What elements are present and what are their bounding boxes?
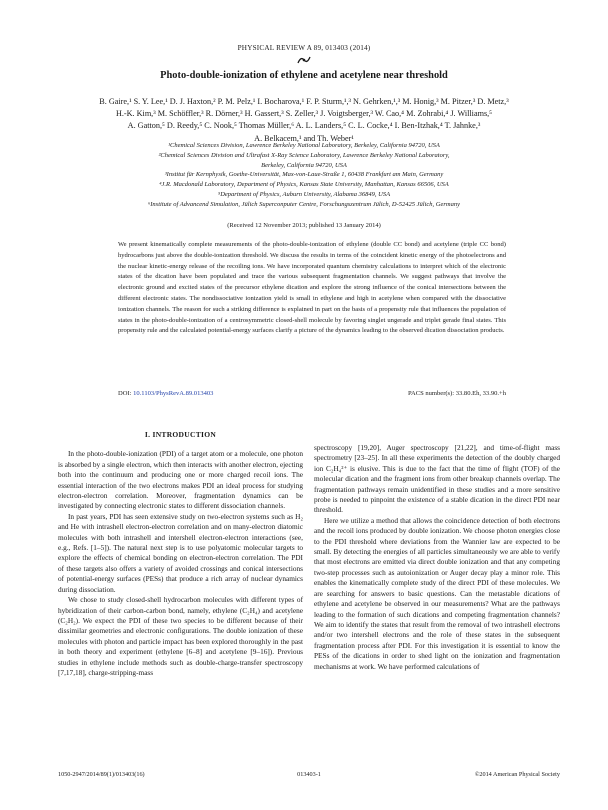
footer-issn: 1050-2947/2014/89(1)/013403(16) bbox=[58, 771, 145, 778]
received-date: (Received 12 November 2013; published 13 January 2014) bbox=[227, 222, 381, 229]
paragraph: In the photo-double-ionization (PDI) of a target atom or a molecule, one photon is absorbed by a single electron, which then interacts with another electron, ejecting both into the continuum and producing one or more charged recoil ions. The essential interaction of the two electrons makes PDI an ideal process for studying electron-electron correlation. Moreover, fragmentation dynamics can be investigated by connecting electronic states to different dissociation channels. bbox=[58, 449, 303, 511]
paragraph: In past years, PDI has seen extensive study on two-electron systems such as H₂ and He with intrashell electron-electron correlation and on many-electron diatomic molecules with both intrashell and intershell electron-electron interactions (see, e.g., Refs. [1–5]). The natural next step is to use polyatomic molecular targets to explore the effects of chemical bonding on electron-electron correlation. The PDI of these targets also offers a variety of avoided crossings and conical intersections of potential-energy surfaces (PESs) that produce a rich array of nuclear dynamics during dissociation. bbox=[58, 511, 303, 594]
author-line: B. Gaire,¹ S. Y. Lee,¹ D. J. Haxton,² P. M. Pelz,¹ I. Bocharova,¹ F. P. Sturm,¹,³ N. Gehrken,¹,³ M. Honig,³ M. Pitzer,³ D. Metz,³ bbox=[99, 97, 509, 106]
paragraph: We chose to study closed-shell hydrocarbon molecules with different types of hybridization of their carbon-carbon bond, namely, ethylene (C₂H₄) and acetylene (C₂H₂). We expect the PDI of these two species to be different because of their dissimilar geometries and electronic configurations. The double ionization of these molecules with photon and particle impact has been explored thoroughly in the past in both theory and experiment (ethylene [6–8] and acetylene [9–16]). Previous studies in ethylene include methods such as double-charge-transfer spectroscopy [7,17,18], charge-stripping-mass bbox=[58, 595, 303, 677]
author-list bbox=[40, 96, 568, 145]
affiliation-list bbox=[40, 141, 568, 210]
footer-page-number: 013403-1 bbox=[297, 771, 321, 778]
affiliation: ⁵Department of Physics, Auburn University, Alabama 36849, USA bbox=[217, 190, 391, 198]
affiliation: Berkeley, California 94720, USA bbox=[261, 161, 347, 169]
affiliation: ⁴J.R. Macdonald Laboratory, Department of Physics, Kansas State University, Manhattan, Kansas 66506, USA bbox=[159, 181, 449, 189]
left-column bbox=[58, 430, 303, 678]
journal-header: PHYSICAL REVIEW A 89, 013403 (2014) bbox=[237, 44, 371, 52]
pacs-numbers: PACS number(s): 33.80.Eh, 33.90.+h bbox=[407, 390, 506, 397]
affiliation: ⁶Institute of Advancend Simulation, Jülich Superconputer Centre, Forschungszentrum Jülich, D-52425 Jülich, Germany bbox=[148, 200, 460, 208]
paragraph: spectroscopy [19,20], Auger spectroscopy [21,22], and time-of-flight mass spectrometry [23–25]. In all these experiments the detection of the doubly charged ion C₂H₄²⁺ is elusive. This is due to the fact that the time of flight (TOF) of the molecular dication and the fragment ions from other breakup channels overlap. The fragmentation pathways remain unidentified in these studies and a more sensitive probe is needed to pinpoint the existence of a stable dication in the direct PDI near threshold. bbox=[314, 443, 560, 515]
affiliation: ¹Chemical Sciences Division, Lawrence Berkeley National Laboratory, Berkeley, California 94720, USA bbox=[168, 142, 440, 149]
author-line: A. Belkacem,¹ and Th. Weber¹ bbox=[254, 133, 354, 143]
affiliation: ²Chemical Sciences Division and Ultrafast X-Ray Science Laboratory, Lawrence Berkeley National Laboratory, bbox=[158, 151, 450, 159]
author-line: A. Gatton,⁵ D. Reedy,⁵ C. Nook,⁵ Thomas Müller,⁶ A. L. Landers,⁵ C. L. Cocke,⁴ I. Ben-Itzhak,⁴ T. Jahnke,³ bbox=[127, 121, 481, 131]
section-heading: I. INTRODUCTION bbox=[144, 430, 217, 439]
abstract: We present kinematically complete measurements of the photo-double-ionization of ethylene (double CC bond) and acetylene (triple CC bond) hydrocarbons just above the double-ionization threshold. We discuss the results in terms of the coincident kinetic energy of the photoelectrons and the nuclear kinetic-energy release of the recoiling ions. We have incorporated quantum chemistry calculations to interpret which of the electronic states of the dication have been populated and trace the various subsequent fragmentation channels. We suggest pathways that involve the electronic ground and excited states of the precursor ethylene dication and explore the strong influence of the conical intersections between the different electronic states. The nondissociative ionization yield is small in ethylene and high in acetylene when compared with the dissociative ionization channels. The reason for such a striking difference is explained in part on the basis of a propensity rule that influences the population of states in the photo-double-ionization of a centrosymmetric closed-shell molecule by favoring singlet ungerade and triplet gerade final states. This propensity rule and the calculated potential-energy surfaces clarify a picture of the dynamics leading to the observed dication dissociation products. bbox=[118, 241, 506, 335]
right-column bbox=[314, 443, 560, 672]
author-line: H.-K. Kim,³ M. Schöffler,³ R. Dörner,³ H. Gassert,³ S. Zeller,³ J. Voigtsberger,³ W. Cao,⁴ M. Zohrabi,⁴ J. Williams,⁵ bbox=[115, 109, 493, 119]
footer-copyright: ©2014 American Physical Society bbox=[474, 771, 560, 778]
paragraph: Here we utilize a method that allows the coincidence detection of both electrons and the recoil ions produced by double ionization. We choose photon energies close to the PDI threshold where deviations from the Wannier law are expected to be small. By detecting the energies of all particles simultaneously we are able to verify that most electrons are emitted via direct double ionization and that any competing two-step processes such as autoionization or Auger decay play a minor role. This enables the kinematically complete study of the direct PDI of these molecules. We are searching for answers to basic questions. Can the metastable dications of ethylene and acetylene be observed in our measurements? What are the pathways leading to the formation of such dications and competing fragmentation channels? We aim to identify the states that result from the removal of two intrashell electrons and/or two intershell electrons and the role of these states in the subsequent fragmentation process after PDI. For this investigation it is essential to know the PESs of the dications in order to shed light on the ionization and fragmentation mechanisms at work. We have performed calculations of bbox=[314, 515, 560, 671]
doi-label: DOI: bbox=[118, 390, 132, 397]
affiliation: ³Institut für Kernphysik, Goethe-Universität, Max-von-Laue-Straße 1, 60438 Frankfurt am Main, Germany bbox=[164, 171, 444, 179]
doi-link[interactable]: 10.1103/PhysRevA.89.013403 bbox=[133, 390, 214, 397]
aps-logo-icon bbox=[296, 54, 312, 66]
paper-title: Photo-double-ionization of ethylene and acetylene near threshold bbox=[160, 70, 448, 81]
doi-line bbox=[118, 390, 506, 397]
